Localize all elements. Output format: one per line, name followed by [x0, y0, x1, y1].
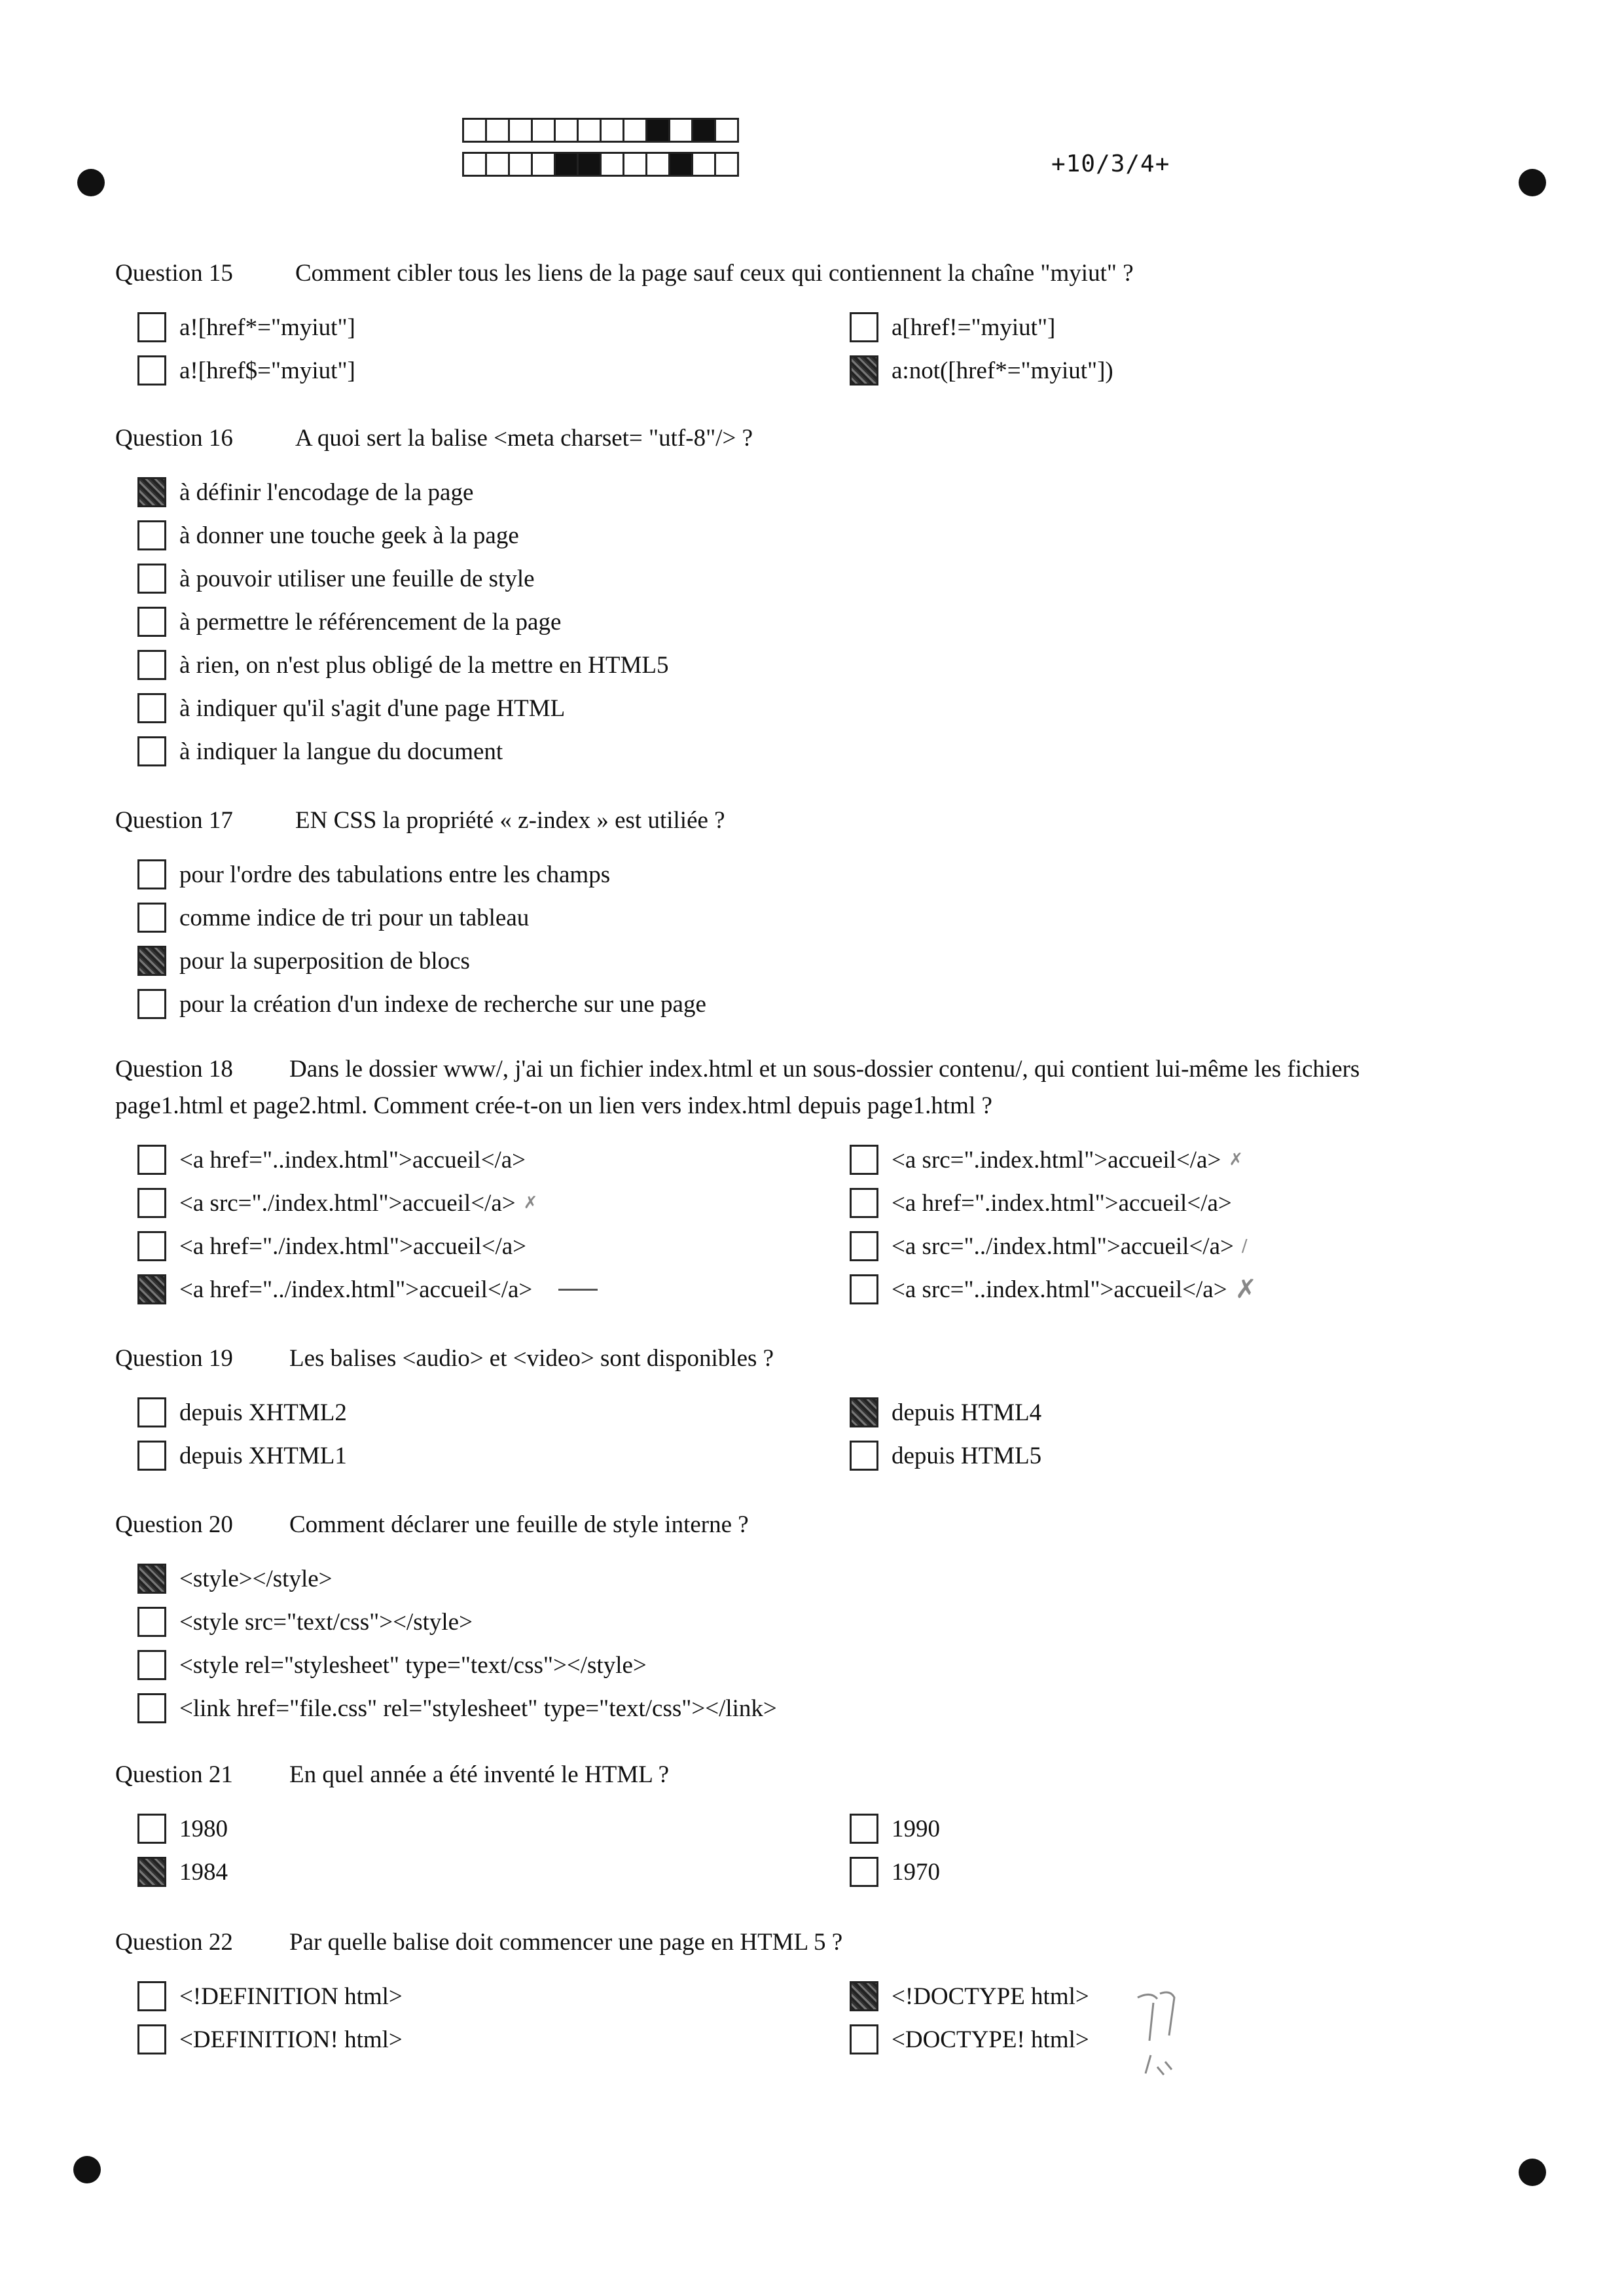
option[interactable]	[850, 1437, 1041, 1474]
checkbox[interactable]	[137, 564, 166, 594]
barcode-cell	[462, 152, 487, 177]
option[interactable]	[850, 352, 1113, 389]
question-16	[115, 420, 1529, 775]
barcode-cell	[691, 118, 716, 143]
question-21	[115, 1757, 1529, 1895]
option[interactable]	[137, 560, 535, 597]
page-code: +10/3/4+	[1051, 151, 1170, 177]
option-label: à indiquer qu'il s'agit d'une page HTML	[179, 694, 566, 722]
option-label: a![href*="myiut"]	[179, 314, 355, 341]
option[interactable]	[137, 1854, 228, 1890]
option[interactable]	[137, 1810, 228, 1847]
option-label: à pouvoir utiliser une feuille de style	[179, 565, 535, 592]
registration-mark-bottom-left	[73, 2156, 101, 2183]
checkbox[interactable]	[137, 650, 166, 680]
question-number: Question 15	[115, 260, 233, 287]
grader-annotation: ✗	[523, 1193, 538, 1213]
checkbox[interactable]	[137, 1607, 166, 1637]
option-label: <a href="./index.html">accueil</a>	[179, 1232, 527, 1260]
checkbox[interactable]	[137, 1231, 166, 1261]
question-text: Les balises <audio> et <video> sont disponibles ?	[289, 1345, 774, 1372]
checkbox[interactable]	[850, 1857, 878, 1887]
option[interactable]	[137, 2021, 403, 2058]
option-label: <link href="file.css" rel="stylesheet" type="text/css"></link>	[179, 1695, 777, 1722]
option-label: <!DEFINITION html>	[179, 1982, 403, 2010]
option-label: 1980	[179, 1815, 228, 1842]
checkbox[interactable]	[137, 903, 166, 933]
question-text: A quoi sert la balise <meta charset= "utf-8"/> ?	[295, 425, 753, 452]
option-label: <a src="..index.html">accueil</a>	[892, 1276, 1227, 1303]
option-label: <style src="text/css"></style>	[179, 1608, 473, 1636]
option-label: <style></style>	[179, 1565, 333, 1592]
option[interactable]	[137, 1437, 347, 1474]
option-label: 1984	[179, 1858, 228, 1886]
barcode-cell	[600, 152, 624, 177]
question-number: Question 18	[115, 1056, 233, 1083]
checkbox[interactable]	[137, 693, 166, 723]
barcode-cell	[462, 118, 487, 143]
barcode-cell	[645, 152, 670, 177]
grader-annotation: /	[1241, 1236, 1248, 1256]
option-label: a[href!="myiut"]	[892, 314, 1056, 341]
option-label: <a href="../index.html">accueil</a>	[179, 1276, 533, 1303]
checkbox[interactable]	[137, 1564, 166, 1594]
question-header	[115, 1757, 1529, 1793]
checkbox[interactable]	[137, 355, 166, 386]
question-header	[115, 255, 1529, 292]
barcode-cell	[508, 118, 533, 143]
option-label: pour l'ordre des tabulations entre les champs	[179, 861, 611, 888]
option[interactable]	[850, 1810, 940, 1847]
option-label: pour la superposition de blocs	[179, 947, 470, 975]
checkbox[interactable]	[850, 1441, 878, 1471]
option[interactable]	[850, 1394, 1041, 1431]
option-label: <a href="..index.html">accueil</a>	[179, 1146, 526, 1174]
barcode-cell	[668, 118, 693, 143]
option[interactable]	[850, 309, 1055, 346]
checkbox[interactable]	[137, 859, 166, 889]
checkbox[interactable]	[137, 2024, 166, 2054]
barcode-cell	[623, 152, 647, 177]
option[interactable]	[850, 1141, 1243, 1178]
option[interactable]	[137, 690, 565, 726]
option[interactable]	[137, 856, 610, 893]
option-label: <!DOCTYPE html>	[892, 1982, 1089, 2010]
question-number: Question 17	[115, 807, 233, 834]
option-label: comme indice de tri pour un tableau	[179, 904, 530, 931]
question-text: En quel année a été inventé le HTML ?	[289, 1761, 670, 1788]
option[interactable]	[850, 2021, 1089, 2058]
checkbox[interactable]	[137, 736, 166, 766]
option[interactable]	[137, 603, 561, 640]
checkbox[interactable]	[850, 1188, 878, 1218]
option-label: <a href=".index.html">accueil</a>	[892, 1189, 1232, 1217]
option-label: depuis XHTML1	[179, 1442, 347, 1469]
question-number: Question 22	[115, 1929, 233, 1956]
registration-mark-top-left	[77, 169, 105, 196]
grader-annotation: ✗	[1229, 1150, 1244, 1170]
option[interactable]	[137, 1271, 598, 1308]
question-number: Question 20	[115, 1511, 233, 1538]
grader-dash-mark	[558, 1289, 598, 1291]
option[interactable]	[137, 1560, 333, 1597]
barcode-cell	[485, 118, 510, 143]
checkbox[interactable]	[137, 1981, 166, 2011]
question-22	[115, 1924, 1529, 2063]
barcode-cell	[645, 118, 670, 143]
checkbox[interactable]	[850, 1981, 878, 2011]
option[interactable]	[137, 352, 355, 389]
checkbox[interactable]	[137, 520, 166, 550]
option[interactable]	[137, 1228, 526, 1265]
option-label: depuis HTML4	[892, 1399, 1042, 1426]
question-17	[115, 802, 1529, 1030]
question-text: Par quelle balise doit commencer une page en HTML 5 ?	[289, 1929, 843, 1956]
barcode-row-2	[462, 152, 737, 177]
option-label: à donner une touche geek à la page	[179, 522, 519, 549]
option[interactable]	[850, 1185, 1232, 1221]
option[interactable]	[137, 517, 519, 554]
checkbox[interactable]	[137, 946, 166, 976]
option[interactable]	[850, 1854, 940, 1890]
option-label: à définir l'encodage de la page	[179, 478, 474, 506]
question-text-continued: page1.html et page2.html. Comment crée-t-on un lien vers index.html depuis page1.html ?	[115, 1092, 992, 1119]
option[interactable]	[137, 1647, 647, 1683]
checkbox[interactable]	[137, 607, 166, 637]
option[interactable]	[850, 1271, 1257, 1308]
checkbox[interactable]	[850, 1274, 878, 1304]
checkbox[interactable]	[137, 989, 166, 1019]
question-header	[115, 420, 1529, 457]
checkbox[interactable]	[137, 1693, 166, 1723]
option[interactable]	[137, 1141, 526, 1178]
barcode-row-1	[462, 118, 737, 143]
checkbox[interactable]	[137, 1274, 166, 1304]
grader-annotation: ✗	[1235, 1274, 1257, 1304]
barcode-cell	[554, 118, 579, 143]
barcode-cell	[600, 118, 624, 143]
barcode-cell	[623, 118, 647, 143]
option[interactable]	[850, 1978, 1089, 2015]
question-text: Comment cibler tous les liens de la page sauf ceux qui contiennent la chaîne "myiut" ?	[295, 260, 1134, 287]
checkbox[interactable]	[137, 477, 166, 507]
option-label: à permettre le référencement de la page	[179, 608, 562, 636]
checkbox[interactable]	[850, 355, 878, 386]
option-label: pour la création d'un indexe de recherche sur une page	[179, 990, 706, 1018]
question-18	[115, 1051, 1529, 1316]
option-label: <a src="./index.html">accueil</a>	[179, 1189, 516, 1217]
option-label: a:not([href*="myiut"])	[892, 357, 1113, 384]
question-15	[115, 255, 1529, 394]
question-text: Dans le dossier www/, j'ai un fichier index.html et un sous-dossier contenu/, qui contient lui-même les fichiers	[289, 1056, 1360, 1083]
question-number: Question 21	[115, 1761, 233, 1788]
option[interactable]	[137, 474, 473, 511]
option[interactable]	[137, 1185, 537, 1221]
option-label: <a src="../index.html">accueil</a>	[892, 1232, 1234, 1260]
question-header	[115, 802, 1529, 839]
barcode-cell	[577, 118, 602, 143]
checkbox[interactable]	[850, 312, 878, 342]
option-label: <DEFINITION! html>	[179, 2026, 403, 2053]
barcode-cell	[531, 152, 556, 177]
option[interactable]	[137, 899, 529, 936]
question-number: Question 16	[115, 425, 233, 452]
checkbox[interactable]	[137, 1397, 166, 1427]
checkbox[interactable]	[850, 2024, 878, 2054]
question-number: Question 19	[115, 1345, 233, 1372]
checkbox[interactable]	[850, 1814, 878, 1844]
checkbox[interactable]	[137, 1145, 166, 1175]
question-header	[115, 1924, 1529, 1961]
question-text: Comment déclarer une feuille de style interne ?	[289, 1511, 749, 1538]
option[interactable]	[137, 1690, 777, 1727]
question-header	[115, 1051, 1529, 1124]
registration-mark-bottom-right	[1519, 2159, 1546, 2186]
option[interactable]	[137, 986, 706, 1022]
barcode-cell	[668, 152, 693, 177]
option[interactable]	[137, 1394, 347, 1431]
checkbox[interactable]	[850, 1231, 878, 1261]
option[interactable]	[137, 309, 355, 346]
barcode-cell	[577, 152, 602, 177]
option-label: depuis HTML5	[892, 1442, 1042, 1469]
registration-mark-top-right	[1519, 169, 1546, 196]
option[interactable]	[137, 942, 470, 979]
barcode-cell	[531, 118, 556, 143]
question-20	[115, 1507, 1529, 1734]
question-header	[115, 1507, 1529, 1543]
barcode-cell	[714, 118, 739, 143]
barcode-cell	[485, 152, 510, 177]
option[interactable]	[137, 647, 669, 683]
question-19	[115, 1340, 1529, 1479]
barcode-cell	[691, 152, 716, 177]
option-label: à rien, on n'est plus obligé de la mettre en HTML5	[179, 651, 669, 679]
checkbox[interactable]	[137, 1441, 166, 1471]
option[interactable]	[137, 1978, 403, 2015]
option-label: 1970	[892, 1858, 940, 1886]
option-label: <a src=".index.html">accueil</a>	[892, 1146, 1221, 1174]
option-label: <DOCTYPE! html>	[892, 2026, 1089, 2053]
option-label: a![href$="myiut"]	[179, 357, 355, 384]
option-label: <style rel="stylesheet" type="text/css"></style>	[179, 1651, 647, 1679]
option[interactable]	[137, 1604, 473, 1640]
checkbox[interactable]	[137, 1814, 166, 1844]
option-label: depuis XHTML2	[179, 1399, 347, 1426]
grader-scribble	[1131, 1990, 1183, 2081]
checkbox[interactable]	[137, 1188, 166, 1218]
question-header	[115, 1340, 1529, 1377]
barcode-cell	[508, 152, 533, 177]
checkbox[interactable]	[137, 1857, 166, 1887]
barcode-cell	[554, 152, 579, 177]
barcode-cell	[714, 152, 739, 177]
question-text: EN CSS la propriété « z-index » est utiliée ?	[295, 807, 725, 834]
option[interactable]	[850, 1228, 1248, 1265]
option-label: 1990	[892, 1815, 940, 1842]
option-label: à indiquer la langue du document	[179, 738, 503, 765]
checkbox[interactable]	[850, 1145, 878, 1175]
checkbox[interactable]	[137, 1650, 166, 1680]
option[interactable]	[137, 733, 503, 770]
checkbox[interactable]	[137, 312, 166, 342]
checkbox[interactable]	[850, 1397, 878, 1427]
